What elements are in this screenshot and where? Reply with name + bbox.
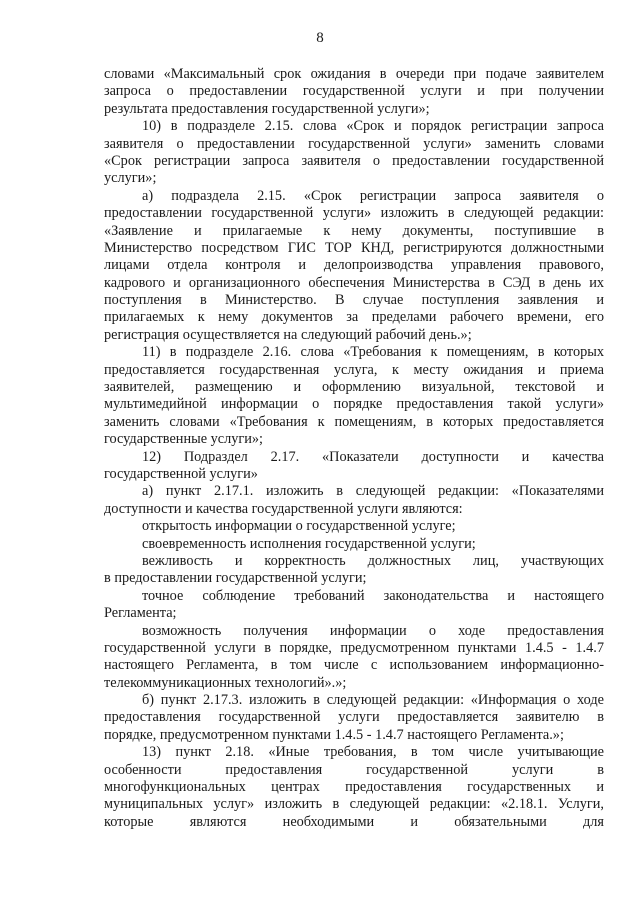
text-line: заменить словами «Требования к помещениям, в которых предоставляется [104, 413, 604, 430]
text-line: 12) Подраздел 2.17. «Показатели доступности и качества [142, 448, 604, 465]
text-line: 13) пункт 2.18. «Иные требования, в том числе учитывающие [142, 744, 604, 761]
text-line: своевременность исполнения государственной услуги; [142, 535, 476, 552]
text-line: б) пункт 2.17.3. изложить в следующей редакции: «Информация о ходе [142, 692, 604, 709]
text-line: предоставления государственной услуги предоставляется заявителю в [104, 709, 604, 726]
text-line: прилагаемых к нему документов за пределами рабочего времени, его [104, 309, 604, 326]
text-line: вежливость и корректность должностных лиц, участвующих [142, 552, 604, 569]
text-line: предоставлении государственной услуги» изложить в следующей редакции: [104, 205, 604, 222]
text-line: государственные услуги»; [104, 431, 264, 448]
text-line: в предоставлении государственной услуги; [104, 570, 367, 587]
page-number: 8 [316, 30, 324, 46]
text-line: точное соблюдение требований законодательства и настоящего [142, 587, 604, 604]
text-line: порядке, предусмотренном пунктами 1.4.5 - 1.4.7 настоящего Регламента.»; [104, 726, 564, 743]
text-line: кадрового и организационного обеспечения Министерства в СЭД в день их [104, 274, 604, 291]
text-line: «Срок регистрации запроса заявителя о предоставлении государственной [104, 152, 604, 169]
text-line: настоящего Регламента, в том числе с использованием информационно- [104, 657, 604, 674]
text-line: государственной услуги» [104, 465, 258, 482]
text-line: доступности и качества государственной услуги являются: [104, 500, 463, 517]
text-line: заявителей, размещению и оформлению визуальной, текстовой и [104, 379, 604, 396]
text-line: заявителя о предоставлении государственной услуги» заменить словами [104, 135, 604, 152]
text-line: услуги»; [104, 170, 157, 187]
document-body [104, 66, 604, 831]
text-line: особенности предоставления государственной услуги в [104, 761, 604, 778]
text-line: результата предоставления государственной услуги»; [104, 100, 430, 117]
text-line: 10) в подразделе 2.15. слова «Срок и порядок регистрации запроса [142, 118, 604, 135]
text-line: 11) в подразделе 2.16. слова «Требования к помещениям, в которых [142, 344, 604, 361]
text-line: мультимедийной информации о порядке предоставления такой услуги» [104, 396, 604, 413]
text-line: лицами отдела контроля и делопроизводства управления правового, [104, 257, 604, 274]
text-line: Регламента; [104, 605, 177, 622]
text-line: а) пункт 2.17.1. изложить в следующей редакции: «Показателями [142, 483, 604, 500]
text-line: открытость информации о государственной услуге; [142, 518, 456, 535]
text-line: которые являются необходимыми и обязательными для [104, 813, 604, 830]
text-line: предоставляется государственная услуга, к месту ожидания и приема [104, 361, 604, 378]
text-line: телекоммуникационных технологий».»; [104, 674, 347, 691]
text-line: государственной услуги в порядке, предусмотренном пунктами 1.4.5 - 1.4.7 [104, 639, 604, 656]
text-line: многофункциональных центрах предоставления государственных и [104, 779, 604, 796]
text-line: возможность получения информации о ходе предоставления [142, 622, 604, 639]
text-line: «Заявление и прилагаемые к нему документы, поступившие в [104, 222, 604, 239]
text-line: регистрация осуществляется на следующий рабочий день.»; [104, 326, 472, 343]
text-line: а) подраздела 2.15. «Срок регистрации запроса заявителя о [142, 187, 604, 204]
text-line: Министерство посредством ГИС ТОР КНД, регистрируются должностными [104, 239, 604, 256]
text-line: поступления в Министерство. В случае поступления заявления и [104, 292, 604, 309]
text-line: запроса о предоставлении государственной услуги и при получении [104, 83, 604, 100]
text-line: муниципальных услуг» изложить в следующей редакции: «2.18.1. Услуги, [104, 796, 604, 813]
text-line: словами «Максимальный срок ожидания в очереди при подаче заявителем [104, 66, 604, 82]
